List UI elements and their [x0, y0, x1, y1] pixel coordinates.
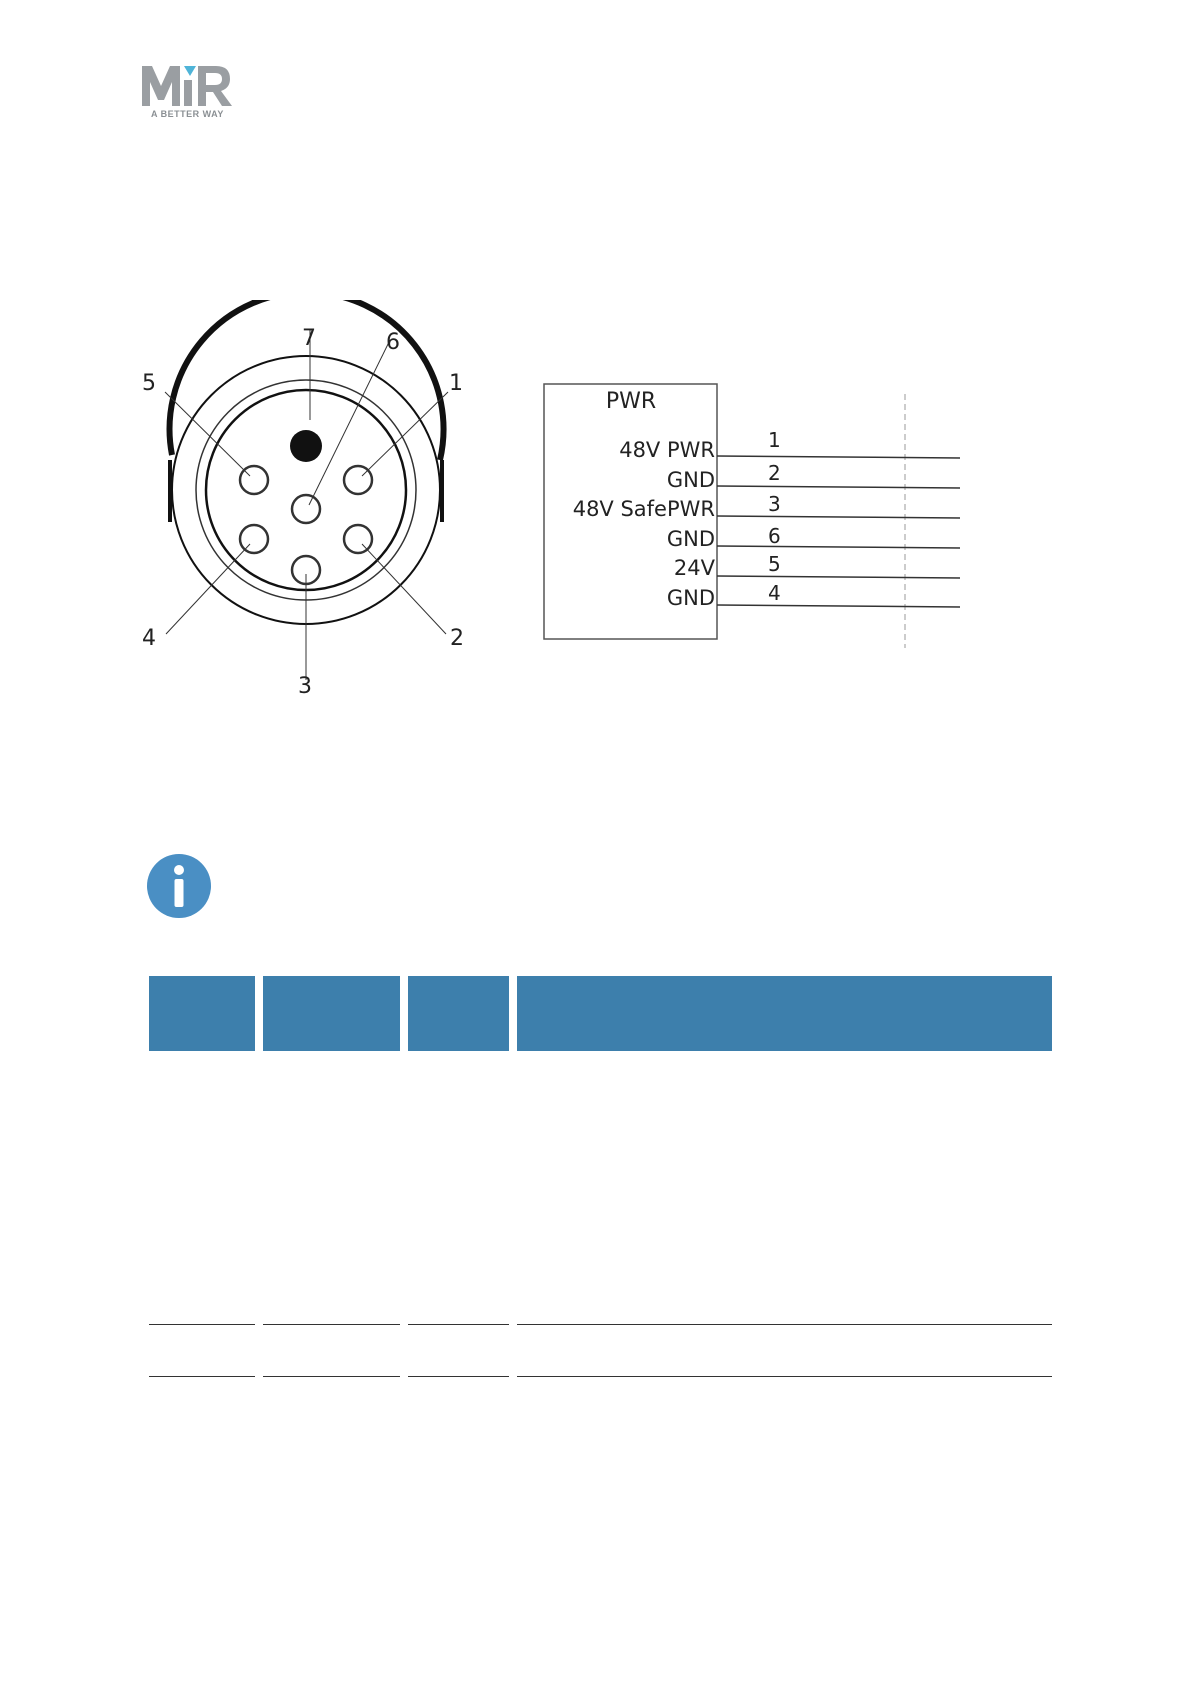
signal-name-6: GND — [666, 586, 715, 610]
mir-logo — [140, 60, 240, 124]
table-header-cell-3 — [408, 976, 509, 1051]
wiring-diagram — [0, 300, 1000, 660]
table-row-rule — [149, 1376, 255, 1377]
table-header-cell-1 — [149, 976, 255, 1051]
signal-pin-2: 2 — [768, 461, 781, 485]
pin-label-4: 4 — [142, 626, 156, 651]
signal-name-3: 48V SafePWR — [572, 497, 715, 521]
pin-label-2: 2 — [450, 626, 464, 651]
pin-label-7: 7 — [302, 326, 316, 351]
table-row-rule — [517, 1376, 1052, 1377]
signal-pin-1: 1 — [768, 428, 781, 452]
signal-pin-6: 4 — [768, 581, 781, 605]
pwr-block-title: PWR — [605, 389, 657, 414]
table-row-rule — [149, 1324, 255, 1325]
info-icon — [146, 853, 212, 919]
table-row-rule — [517, 1324, 1052, 1325]
pin-label-5: 5 — [142, 371, 156, 396]
table-header-cell-4 — [517, 976, 1052, 1051]
signal-pin-3: 3 — [768, 492, 781, 516]
signal-name-1: 48V PWR — [619, 438, 715, 462]
table-row-rule — [263, 1324, 400, 1325]
signal-pin-4: 6 — [768, 524, 781, 548]
logo-tagline: A BETTER WAY — [151, 109, 224, 119]
table-row-rule — [408, 1324, 509, 1325]
signal-name-2: GND — [666, 468, 715, 492]
table-row-rule — [408, 1376, 509, 1377]
signal-pin-5: 5 — [768, 552, 781, 576]
signal-name-4: GND — [666, 527, 715, 551]
table-header-cell-2 — [263, 976, 400, 1051]
pin-label-6: 6 — [386, 330, 400, 355]
table-row-rule — [263, 1376, 400, 1377]
pin-label-3: 3 — [298, 674, 312, 699]
signal-name-5: 24V — [673, 556, 715, 580]
pin-label-1: 1 — [449, 371, 463, 396]
